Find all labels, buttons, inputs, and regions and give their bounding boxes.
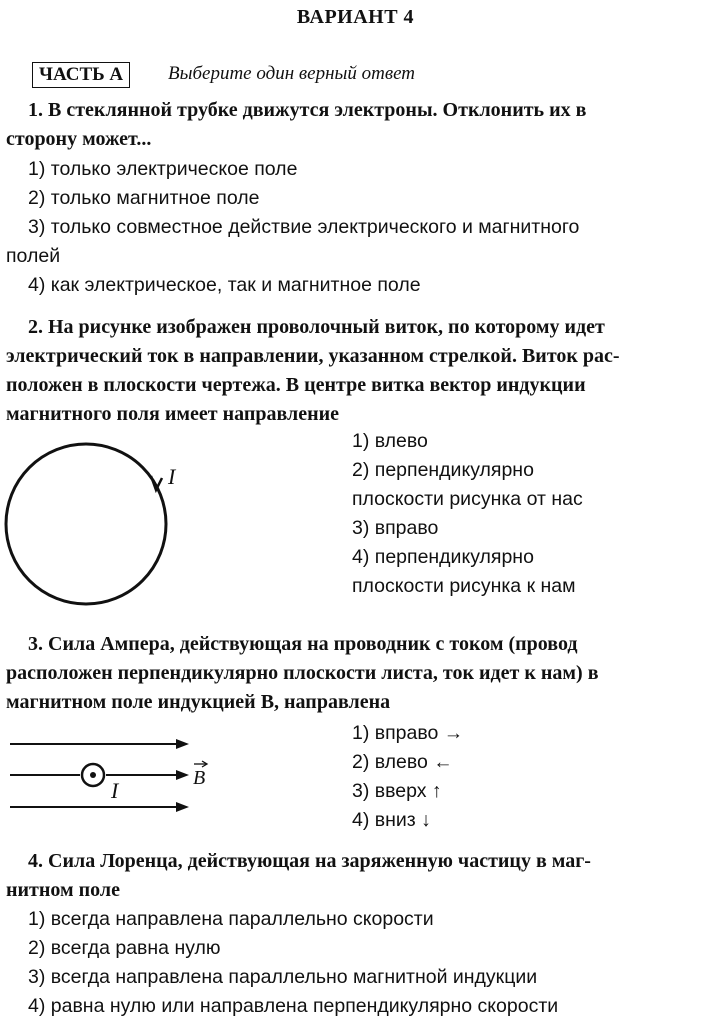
- page-title: ВАРИАНТ 4: [296, 6, 415, 28]
- field-arrow-middle-icon: [176, 770, 189, 780]
- question-2-option-1: 1) влево: [352, 430, 428, 452]
- question-1-option-3: 3) только совместное действие электрического и магнитного: [28, 216, 580, 238]
- question-1-option-4: 4) как электрическое, так и магнитное поле: [28, 274, 421, 296]
- field-figure: [0, 730, 230, 830]
- part-instruction: Выберите один верный ответ: [168, 63, 415, 84]
- question-3-option-3: 3) вверх ↑: [352, 780, 442, 802]
- question-1-option-1: 1) только электрическое поле: [28, 158, 298, 180]
- question-1-option-3-cont: полей: [6, 245, 61, 267]
- question-4-option-3: 3) всегда направлена параллельно магнитной индукции: [28, 966, 538, 988]
- question-3-option-4: 4) вниз ↓: [352, 809, 431, 831]
- question-2-line-2: электрический ток в направлении, указанном стрелкой. Виток рас-: [6, 345, 620, 367]
- current-label: I: [168, 464, 176, 489]
- question-3-line-1: 3. Сила Ампера, действующая на проводник с током (провод: [28, 633, 578, 655]
- question-2-option-2-cont: плоскости рисунка от нас: [352, 488, 583, 510]
- question-3-line-3: магнитном поле индукцией B, направлена: [6, 691, 391, 713]
- question-4-option-4: 4) равна нулю или направлена перпендикулярно скорости: [28, 995, 559, 1017]
- question-4-option-1: 1) всегда направлена параллельно скорости: [28, 908, 434, 930]
- current-arrow-icon: [151, 476, 162, 490]
- current-toward-viewer-dot: [90, 772, 96, 778]
- field-arrow-top-icon: [176, 739, 189, 749]
- question-1-line-2: сторону может...: [6, 128, 152, 150]
- question-2-option-4-cont: плоскости рисунка к нам: [352, 575, 576, 597]
- question-2-option-4: 4) перпендикулярно: [352, 546, 534, 568]
- question-1-option-2: 2) только магнитное поле: [28, 187, 260, 209]
- question-3-line-2: расположен перпендикулярно плоскости листа, ток идет к нам) в: [6, 662, 599, 684]
- question-2-option-2: 2) перпендикулярно: [352, 459, 534, 481]
- field-arrow-bottom-icon: [176, 802, 189, 812]
- question-2-line-3: положен в плоскости чертежа. В центре витка вектор индукции: [6, 374, 586, 396]
- question-2-option-3: 3) вправо: [352, 517, 439, 539]
- wire-loop-circle: [6, 444, 166, 604]
- wire-loop-figure: [0, 436, 200, 616]
- question-4-option-2: 2) всегда равна нулю: [28, 937, 221, 959]
- question-4-line-2: нитном поле: [6, 879, 120, 901]
- question-3-option-2: 2) влево ←: [352, 751, 453, 773]
- question-3-option-1: 1) вправо →: [352, 722, 464, 744]
- question-2-line-1: 2. На рисунке изображен проволочный виток, по которому идет: [28, 316, 605, 338]
- wire-current-label: I: [111, 778, 119, 803]
- question-4-line-1: 4. Сила Лоренца, действующая на заряженную частицу в маг-: [28, 850, 591, 872]
- question-2-line-4: магнитного поля имеет направление: [6, 403, 340, 425]
- part-label: ЧАСТЬ А: [32, 62, 130, 88]
- question-1-line-1: 1. В стеклянной трубке движутся электроны. Отклонить их в: [28, 99, 587, 121]
- field-vector-label: B: [193, 767, 206, 789]
